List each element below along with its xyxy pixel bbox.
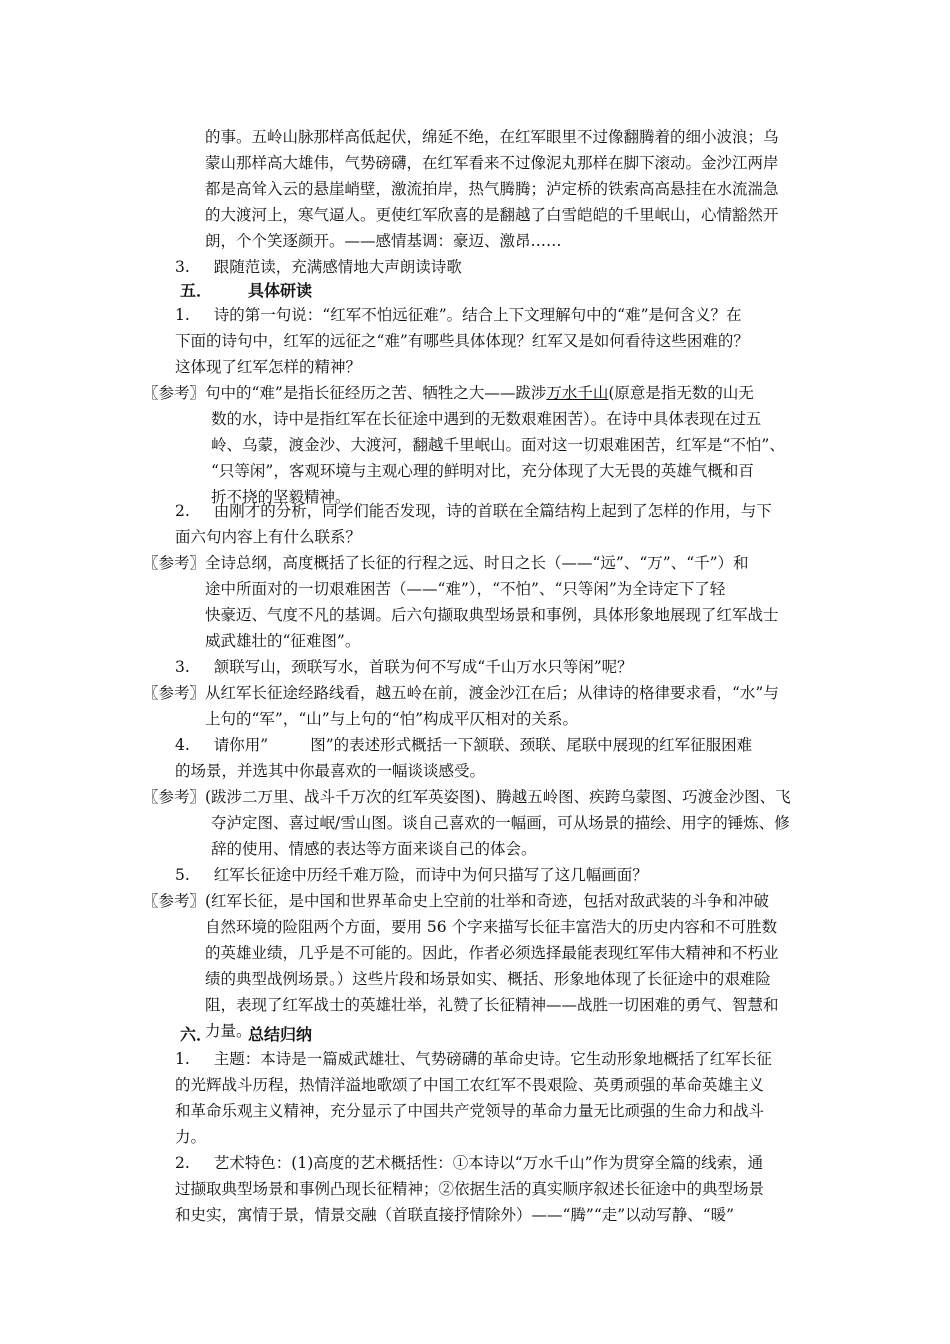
- question-4: 4. 请你用” 图”的表述形式概括一下颔联、颈联、尾联中展现的红军征服困难: [175, 736, 753, 754]
- text-line: 岭、乌蒙，渡金沙、大渡河，翻越千里岷山。面对这一切艰难困苦，红军是“不怕”、: [211, 436, 785, 454]
- text-line: 蒙山那样高大雄伟，气势磅礴，在红军看来不过像泥丸那样在脚下滚动。金沙江两岸: [205, 154, 779, 172]
- text-line: “只等闲”，客观环境与主观心理的鲜明对比，充分体现了大无畏的英雄气概和百: [211, 462, 754, 480]
- text-line: 快豪迈、气度不凡的基调。后六句撷取典型场景和事例，具体形象地展现了红军战士: [205, 606, 779, 624]
- text-line: 面六句内容上有什么联系？: [175, 528, 362, 546]
- text-line: 下面的诗句中，红军的远征之“难”有哪些具体体现？红军又是如何看待这些困难的？: [175, 332, 749, 350]
- text-line: 的英雄业绩，几乎是不可能的。因此，作者必须选择最能表现红军伟大精神和不朽业: [205, 944, 779, 962]
- text-line: 辞的使用、情感的表达等方面来谈自己的体会。: [211, 840, 537, 858]
- text-line: 的事。五岭山脉那样高低起伏，绵延不绝，在红军眼里不过像翻腾着的细小波浪；乌: [205, 128, 779, 146]
- text-line: 折不挠的坚毅精神。: [211, 488, 351, 506]
- section-heading-6: 六． 总结归纳: [180, 1025, 313, 1044]
- reference-answer-1: 〖参考〗句中的“难”是指长征经历之苦、牺牲之大——跋涉万水千山(原意是指无数的山无: [143, 384, 754, 402]
- text-line: 都是高耸入云的悬崖峭壁，激流拍岸，热气腾腾；泸定桥的铁索高高悬挂在水流湍急: [205, 180, 779, 198]
- summary-2: 2. 艺术特色：(1)高度的艺术概括性：①本诗以“万水千山”作为贯穿全篇的线索，通: [175, 1154, 764, 1172]
- text-line: 的场景，并选其中你最喜欢的一幅谈谈感受。: [175, 762, 486, 780]
- reference-answer-5: 〖参考〗(红军长征，是中国和世界革命史上空前的壮举和奇迹，包括对敌武装的斗争和冲破: [143, 892, 770, 910]
- text-line: 朗，个个笑逐颜开。——感情基调：豪迈、激昂……: [205, 232, 562, 250]
- reference-answer-2: 〖参考〗全诗总纲，高度概括了长征的行程之远、时日之长（——“远”、“万”、“千”）和: [143, 554, 749, 572]
- question-3: 3. 颔联写山，颈联写水，首联为何不写成“千山万水只等闲”呢？: [175, 658, 633, 676]
- text-line: 的大渡河上，寒气逼人。更使红军欣喜的是翻越了白雪皑皑的千里岷山，心情豁然开: [205, 206, 779, 224]
- text-line: 上句的“军”，“山”与上句的“怕”构成平仄相对的关系。: [205, 710, 579, 728]
- text-line: 途中所面对的一切艰难困苦（——“难”），“不怕”、“只等闲”为全诗定下了轻: [205, 580, 726, 598]
- text-line: 这体现了红军怎样的精神？: [175, 358, 362, 376]
- question-1: 1. 诗的第一句说：“红军不怕远征难”。结合上下文理解句中的“难”是何含义？在: [175, 306, 742, 324]
- text-line: 和革命乐观主义精神，充分显示了中国共产党领导的革命力量无比顽强的生命力和战斗: [175, 1102, 765, 1120]
- question-5: 5. 红军长征途中历经千难万险，而诗中为何只描写了这几幅画面？: [175, 866, 648, 884]
- reference-answer-3: 〖参考〗从红军长征途经路线看，越五岭在前，渡金沙江在后；从律诗的格律要求看，“水”与: [143, 684, 779, 702]
- text-line: 力。: [175, 1128, 207, 1146]
- text-line: 和史实，寓情于景，情景交融（首联直接抒情除外）——“腾”“走”以动写静、“暖”: [175, 1206, 735, 1224]
- text-line: 过撷取典型场景和事例凸现长征精神；②依据生活的真实顺序叙述长征途中的典型场景: [175, 1180, 765, 1198]
- text-line: 自然环境的险阻两个方面，要用 56 个字来描写长征丰富浩大的历史内容和不可胜数: [205, 918, 778, 936]
- text-line: 力量。: [205, 1022, 252, 1040]
- section-heading-5: 五． 具体研读: [180, 281, 313, 300]
- reference-answer-4: 〖参考〗(跋涉二万里、战斗千万次的红军英姿图)、腾越五岭图、疾跨乌蒙图、巧渡金沙图、飞: [143, 788, 791, 806]
- text-line: 威武雄壮的“征难图”。: [205, 632, 361, 650]
- text-line: 夺泸定图、喜过岷/雪山图。谈自己喜欢的一幅画，可从场景的描绘、用字的锤炼、修: [211, 814, 790, 832]
- question-2: 2. 由刚才的分析，同学们能否发现，诗的首联在全篇结构上起到了怎样的作用，与下: [175, 502, 772, 520]
- underlined-phrase: 万水千山: [546, 384, 609, 402]
- summary-1: 1. 主题：本诗是一篇威武雄壮、气势磅礴的革命史诗。它生动形象地概括了红军长征: [175, 1050, 772, 1068]
- text-line: 数的水，诗中是指红军在长征途中遇到的无数艰难困苦）。在诗中具体表现在过五: [211, 410, 762, 428]
- item-3-reading: 3. 跟随范读，充满感情地大声朗读诗歌: [175, 258, 462, 276]
- text-line: 绩的典型战例场景。）这些片段和场景如实、概括、形象地体现了长征途中的艰难险: [205, 970, 771, 988]
- text-line: 的光辉战斗历程，热情洋溢地歌颂了中国工农红军不畏艰险、英勇顽强的革命英雄主义: [175, 1076, 765, 1094]
- text-line: 阻，表现了红军战士的英雄壮举，礼赞了长征精神——战胜一切困难的勇气、智慧和: [205, 996, 779, 1014]
